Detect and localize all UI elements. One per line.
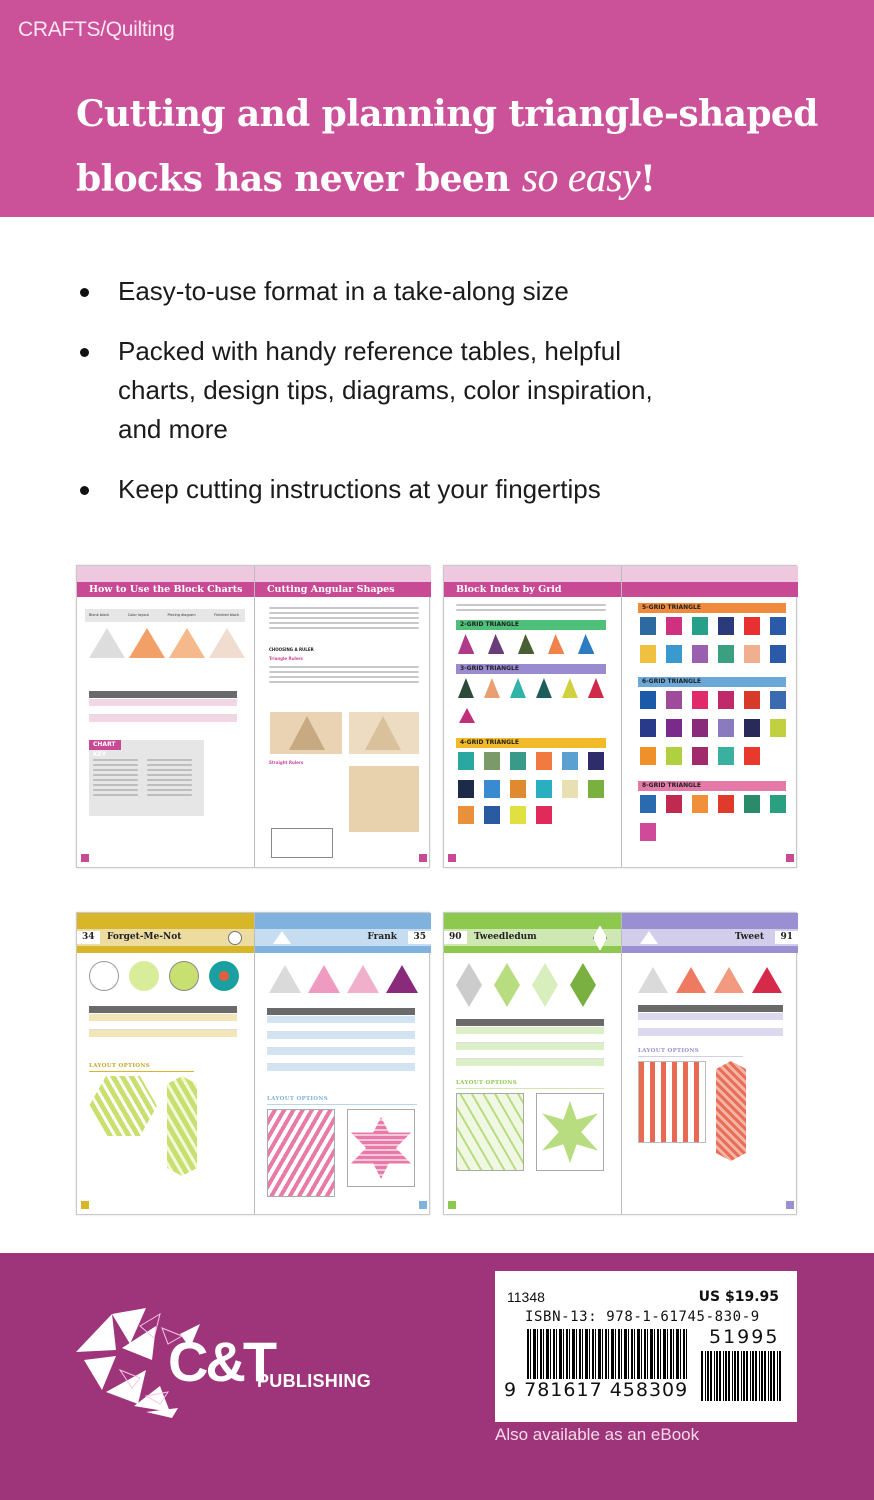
hexagon-icon xyxy=(228,931,242,945)
divider xyxy=(456,1088,604,1089)
layout-hex-column xyxy=(716,1061,746,1161)
section-4-grid: 4-GRID TRIANGLE xyxy=(456,738,606,748)
piecing-diagram-triangle xyxy=(714,967,744,993)
ean-digits-text: 9 781617 458309 xyxy=(504,1379,689,1401)
body-text xyxy=(456,601,606,614)
block-diagrams xyxy=(87,961,247,991)
divider xyxy=(267,1104,417,1105)
block-title: Tweet xyxy=(734,932,764,942)
triangle-ruler-icon xyxy=(289,716,325,750)
page-number-tab xyxy=(448,854,456,862)
subhead-straight-rulers: Straight Rulers xyxy=(269,760,304,765)
isbn: ISBN-13: 978-1-61745-830-9 xyxy=(525,1309,760,1325)
blank-block-triangle xyxy=(269,965,301,993)
page-tweet xyxy=(621,913,798,1214)
block-thumbnail xyxy=(459,708,475,723)
layout-diamonds xyxy=(267,1109,335,1197)
page-number-tab xyxy=(81,854,89,862)
sample-spread-how-to xyxy=(76,565,430,868)
layout-options-label: LAYOUT OPTIONS xyxy=(89,1063,150,1069)
layout-options-label: LAYOUT OPTIONS xyxy=(638,1048,699,1054)
body-text xyxy=(269,663,419,686)
price: US $19.95 xyxy=(698,1289,779,1305)
headline-line-1: Cutting and planning triangle-shaped xyxy=(76,93,818,135)
addon-barcode xyxy=(701,1351,781,1401)
header-banner xyxy=(0,0,874,217)
column-header: Color layout xyxy=(127,613,149,617)
chart-key-lines xyxy=(93,756,138,799)
column-header: Finished block xyxy=(214,613,239,617)
feature-item: Keep cutting instructions at your fingertips xyxy=(78,470,778,509)
cutting-table xyxy=(638,1005,783,1037)
layout-options-label: LAYOUT OPTIONS xyxy=(456,1080,517,1086)
blank-block-triangle xyxy=(638,967,668,993)
item-number: 11348 xyxy=(507,1289,545,1305)
piecing-diagram-triangle xyxy=(169,628,205,658)
section-2-grid: 2-GRID TRIANGLE xyxy=(456,620,606,630)
headline-emphasis: so easy xyxy=(521,155,640,201)
page-title: Cutting Angular Shapes xyxy=(255,582,431,597)
page-number-tab xyxy=(786,1201,794,1209)
block-thumbnails-5grid xyxy=(640,617,790,663)
page-cutting-angular xyxy=(254,566,431,867)
block-thumbnails-8grid xyxy=(640,795,790,841)
page-block-index-right xyxy=(621,566,798,867)
page-number: 34 xyxy=(77,931,100,944)
chart-key-lines xyxy=(147,756,192,799)
triangle-icon xyxy=(640,931,658,944)
headline xyxy=(76,82,818,211)
page-header-stripe xyxy=(77,566,254,582)
category-label: CRAFTS/Quilting xyxy=(18,18,175,41)
page-number-tab xyxy=(419,1201,427,1209)
divider xyxy=(89,1071,194,1072)
section-8-grid: 8-GRID TRIANGLE xyxy=(638,781,786,791)
color-layout-triangle xyxy=(676,967,706,993)
page-number: 35 xyxy=(408,931,431,944)
finished-block-triangle xyxy=(209,628,245,658)
sample-spread-forget-me-not xyxy=(76,912,430,1215)
headline-exclaim: ! xyxy=(640,158,656,200)
block-title: Frank xyxy=(367,932,397,942)
layout-column xyxy=(167,1076,197,1176)
block-thumbnails-2grid xyxy=(458,634,608,654)
publisher-name: PUBLISHING xyxy=(257,1371,372,1391)
column-header: Blank block xyxy=(89,613,110,617)
block-title: Tweedledum xyxy=(474,932,537,942)
subhead: CHOOSING A RULER xyxy=(269,647,314,652)
color-layout-triangle xyxy=(308,965,340,993)
feature-item: Easy-to-use format in a take-along size xyxy=(78,272,778,311)
page-number: 91 xyxy=(775,931,798,944)
blank-block-triangle xyxy=(89,628,125,658)
ruler-diagram xyxy=(271,828,333,858)
page-title: How to Use the Block Charts xyxy=(77,582,254,597)
sample-cutting-table xyxy=(89,691,237,723)
ean-digits xyxy=(503,1379,689,1401)
triangle-icon xyxy=(273,931,291,944)
cutting-table xyxy=(89,1006,237,1046)
section-6-grid: 6-GRID TRIANGLE xyxy=(638,677,786,687)
cutting-table xyxy=(267,1008,415,1080)
page-banner xyxy=(622,929,798,946)
headline-line-2 xyxy=(76,146,818,211)
layout-diamond-grid xyxy=(456,1093,524,1171)
ebook-note: Also available as an eBook xyxy=(495,1425,700,1444)
layout-options-label: LAYOUT OPTIONS xyxy=(267,1096,328,1102)
block-diagrams xyxy=(454,963,614,1007)
finished-block-triangle xyxy=(752,967,782,993)
section-3-grid: 3-GRID TRIANGLE xyxy=(456,664,606,674)
block-thumbnails-4grid xyxy=(458,752,608,824)
page-header-stripe xyxy=(444,566,621,582)
triangle-ruler-icon xyxy=(365,716,401,750)
page-banner xyxy=(444,929,621,946)
page-number-tab xyxy=(81,1201,89,1209)
chart-key-label: CHART KEY xyxy=(89,740,121,750)
page-number-tab xyxy=(419,854,427,862)
page-number-tab xyxy=(786,854,794,862)
page-banner xyxy=(77,929,254,946)
page-tweedledum xyxy=(444,913,621,1214)
sample-spread-tweedledum xyxy=(443,912,797,1215)
page-forget-me-not xyxy=(77,913,254,1214)
straight-ruler-photo xyxy=(349,766,419,832)
page-number: 90 xyxy=(444,931,467,944)
column-headers xyxy=(89,613,239,617)
price-addon-digits: 51995 xyxy=(709,1326,780,1348)
block-title: Forget-Me-Not xyxy=(107,932,182,942)
feature-item: Packed with handy reference tables, helpful charts, design tips, diagrams, color inspiration, and more xyxy=(78,332,678,449)
page-block-index-left xyxy=(444,566,621,867)
feature-list xyxy=(78,272,778,530)
cutting-table xyxy=(456,1019,604,1067)
page-frank xyxy=(254,913,431,1214)
page-title-bar xyxy=(622,582,798,597)
page-header-stripe xyxy=(255,566,431,582)
column-header: Piecing diagram xyxy=(167,613,196,617)
page-how-to-use xyxy=(77,566,254,867)
page-banner xyxy=(255,929,431,946)
subhead-triangle-rulers: Triangle Rulers xyxy=(269,656,303,661)
body-text xyxy=(269,604,419,632)
layout-triangle-grid xyxy=(638,1061,706,1143)
barcode-panel xyxy=(495,1271,797,1422)
finished-block-triangle xyxy=(386,965,418,993)
block-thumbnails-3grid xyxy=(458,678,608,698)
color-layout-triangle xyxy=(129,628,165,658)
divider xyxy=(638,1056,743,1057)
piecing-diagram-triangle xyxy=(347,965,379,993)
page-title: Block Index by Grid xyxy=(444,582,621,597)
page-number-tab xyxy=(448,1201,456,1209)
layout-hexagon xyxy=(89,1076,157,1136)
sample-spread-block-index xyxy=(443,565,797,868)
block-thumbnails-6grid xyxy=(640,691,790,765)
page-header-stripe xyxy=(622,566,798,582)
section-5-grid: 5-GRID TRIANGLE xyxy=(638,603,786,613)
headline-text: blocks has never been xyxy=(76,158,522,200)
publisher-mark: C&T xyxy=(168,1330,275,1393)
